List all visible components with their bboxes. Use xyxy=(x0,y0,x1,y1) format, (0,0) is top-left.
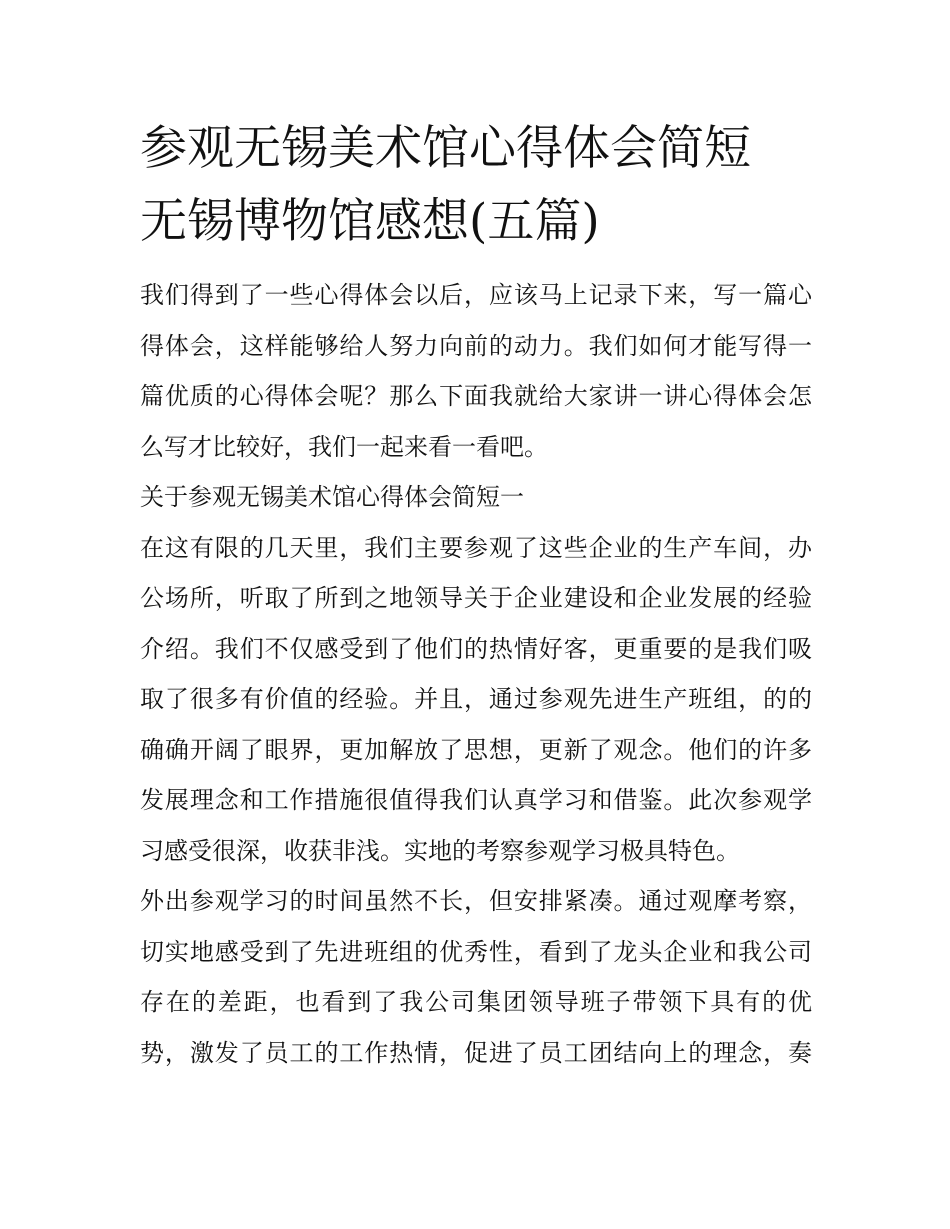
text-line: 势，激发了员工的工作热情，促进了员工团结向上的理念，奏 xyxy=(140,1038,812,1067)
document-page xyxy=(140,112,812,1078)
text-line: 发展理念和工作措施很值得我们认真学习和借鉴。此次参观学 xyxy=(140,786,812,814)
text-line: 习感受很深，收获非浅。实地的考察参观学习极具特色。 xyxy=(140,836,740,865)
text-line: 么写才比较好，我们一起来看一看吧。 xyxy=(140,432,548,461)
text-line: 在这有限的几天里，我们主要参观了这些企业的生产车间，办 xyxy=(140,533,812,562)
text-line: 确确开阔了眼界，更加解放了思想，更新了观念。他们的许多 xyxy=(140,735,812,764)
text-line: 得体会，这样能够给人努力向前的动力。我们如何才能写得一 xyxy=(140,331,812,360)
text-line: 我们得到了一些心得体会以后，应该马上记录下来，写一篇心 xyxy=(140,281,812,309)
title-line: 无锡博物馆感想(五篇) xyxy=(140,194,600,249)
text-line: 存在的差距，也看到了我公司集团领导班子带领下具有的优 xyxy=(140,988,812,1016)
document-title xyxy=(140,112,812,258)
text-line: 切实地感受到了先进班组的优秀性，看到了龙头企业和我公司 xyxy=(140,937,812,966)
text-line: 公场所，听取了所到之地领导关于企业建设和企业发展的经验 xyxy=(140,584,812,612)
title-line: 参观无锡美术馆心得体会简短 xyxy=(140,121,751,176)
intro-paragraph xyxy=(140,270,812,472)
section-heading: 关于参观无锡美术馆心得体会简短一 xyxy=(140,483,524,511)
text-line: 外出参观学习的时间虽然不长，但安排紧凑。通过观摩考察， xyxy=(140,887,812,915)
text-line: 介绍。我们不仅感受到了他们的热情好客，更重要的是我们吸 xyxy=(140,634,812,663)
paragraph-2 xyxy=(140,876,812,1078)
paragraph-1 xyxy=(140,523,812,877)
text-line: 取了很多有价值的经验。并且，通过参观先进生产班组，的的 xyxy=(140,685,812,713)
text-line: 篇优质的心得体会呢？那么下面我就给大家讲一讲心得体会怎 xyxy=(140,382,812,410)
document-body xyxy=(140,270,812,1078)
